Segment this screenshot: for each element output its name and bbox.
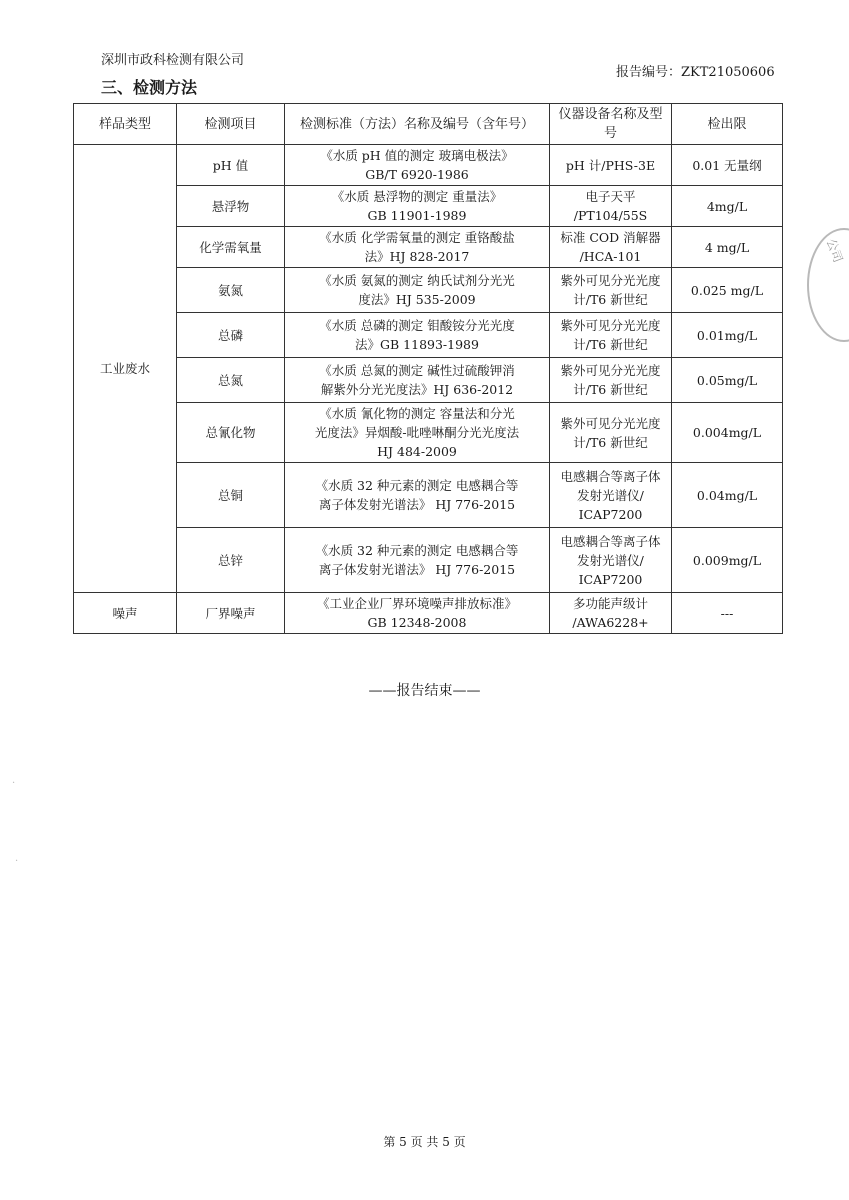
detection-limit-cell: 4mg/L <box>672 186 783 227</box>
table-row <box>74 403 783 463</box>
standard-line: 法》HJ 828-2017 <box>364 249 470 264</box>
standard-line: 离子体发射光谱法》 HJ 776-2015 <box>318 562 516 577</box>
instrument-line: 紫外可见分光光度 <box>560 318 661 333</box>
instrument-cell <box>550 186 672 227</box>
standard-line: 度法》HJ 535-2009 <box>358 292 476 307</box>
standard-line: 《水质 化学需氧量的测定 重铬酸盐 <box>319 230 515 245</box>
standard-line: 《水质 总磷的测定 钼酸铵分光光度 <box>319 318 515 333</box>
instrument-cell <box>550 313 672 358</box>
detection-limit-cell: 0.025 mg/L <box>672 268 783 313</box>
table-row <box>74 145 783 186</box>
instrument-line: 计/T6 新世纪 <box>573 337 648 352</box>
scan-speck: · <box>15 856 19 867</box>
table-row <box>74 268 783 313</box>
test-item-cell: 总磷 <box>177 313 285 358</box>
detection-limit-cell: 0.009mg/L <box>672 528 783 593</box>
instrument-cell <box>550 593 672 634</box>
standard-line: 《水质 氨氮的测定 纳氏试剂分光光 <box>319 273 515 288</box>
instrument-cell <box>550 358 672 403</box>
standard-line: 光度法》异烟酸-吡唑啉酮分光光度法 <box>314 425 520 440</box>
test-item-cell: 厂界噪声 <box>177 593 285 634</box>
test-item-cell: 氨氮 <box>177 268 285 313</box>
table-row <box>74 528 783 593</box>
instrument-line: 标准 COD 消解器 <box>560 230 661 245</box>
detection-limit-cell: --- <box>672 593 783 634</box>
instrument-cell <box>550 463 672 528</box>
standard-cell <box>285 463 550 528</box>
standard-cell <box>285 403 550 463</box>
header-sample-type: 样品类型 <box>74 104 177 145</box>
header-test-item: 检测项目 <box>177 104 285 145</box>
instrument-line: 电感耦合等离子体 <box>560 468 661 484</box>
report-number <box>616 61 775 80</box>
detection-limit-cell: 0.04mg/L <box>672 463 783 528</box>
standard-line: 《水质 悬浮物的测定 重量法》 <box>331 189 503 204</box>
sample-type-cell: 噪声 <box>74 593 177 634</box>
instrument-cell <box>550 227 672 268</box>
standard-cell <box>285 268 550 313</box>
table-row <box>74 463 783 528</box>
standard-cell <box>285 313 550 358</box>
standard-cell <box>285 227 550 268</box>
methods-table <box>73 103 783 634</box>
company-seal-stamp: 公司 <box>807 228 849 342</box>
instrument-line: 计/T6 新世纪 <box>573 434 648 450</box>
standard-line: 《工业企业厂界环境噪声排放标准》 <box>316 596 517 611</box>
standard-cell <box>285 358 550 403</box>
standard-line: 离子体发射光谱法》 HJ 776-2015 <box>318 497 516 512</box>
standard-cell <box>285 186 550 227</box>
instrument-line: 电感耦合等离子体 <box>560 533 661 549</box>
standard-line: GB 12348-2008 <box>367 615 467 630</box>
standard-line: 《水质 32 种元素的测定 电感耦合等 <box>315 543 519 558</box>
header-detection-limit: 检出限 <box>672 104 783 145</box>
detection-limit-cell: 0.01mg/L <box>672 313 783 358</box>
standard-line: HJ 484-2009 <box>377 444 457 459</box>
end-of-report-note: ——报告结束—— <box>368 683 481 699</box>
report-number-label: 报告编号： <box>616 65 682 80</box>
test-item-cell: 总铜 <box>177 463 285 528</box>
instrument-line: 发射光谱仪/ <box>577 552 644 568</box>
detection-limit-cell: 0.05mg/L <box>672 358 783 403</box>
detection-limit-cell: 0.004mg/L <box>672 403 783 463</box>
instrument-line: pH 计/PHS-3E <box>565 157 656 173</box>
header-standard: 检测标准（方法）名称及编号（含年号） <box>285 104 550 145</box>
instrument-line: 发射光谱仪/ <box>577 487 644 503</box>
standard-line: 《水质 32 种元素的测定 电感耦合等 <box>315 478 519 493</box>
instrument-line: 紫外可见分光光度 <box>560 363 661 378</box>
table-row <box>74 313 783 358</box>
test-item-cell: pH 值 <box>177 145 285 186</box>
instrument-line: 紫外可见分光光度 <box>560 273 661 288</box>
instrument-line: 电子天平 <box>585 189 636 204</box>
instrument-cell <box>550 268 672 313</box>
standard-cell <box>285 593 550 634</box>
table-row <box>74 593 783 634</box>
instrument-line: ICAP7200 <box>578 571 643 587</box>
instrument-cell <box>550 403 672 463</box>
table-header-row <box>74 104 783 145</box>
standard-cell <box>285 528 550 593</box>
instrument-cell <box>550 528 672 593</box>
standard-line: 《水质 pH 值的测定 玻璃电极法》 <box>320 148 514 163</box>
standard-line: 法》GB 11893-1989 <box>355 337 479 352</box>
instrument-line: /HCA-101 <box>579 249 642 264</box>
report-number-value: ZKT21050606 <box>681 65 775 80</box>
standard-line: 《水质 总氮的测定 碱性过硫酸钾消 <box>319 363 515 378</box>
test-item-cell: 化学需氧量 <box>177 227 285 268</box>
instrument-line: 计/T6 新世纪 <box>573 292 648 307</box>
instrument-line: 多功能声级计 <box>572 596 648 611</box>
table-body <box>74 145 783 634</box>
instrument-line: 紫外可见分光光度 <box>560 415 661 431</box>
standard-line: 解紫外分光光度法》HJ 636-2012 <box>320 382 514 397</box>
test-item-cell: 总氰化物 <box>177 403 285 463</box>
company-name: 深圳市政科检测有限公司 <box>101 53 245 68</box>
test-item-cell: 总锌 <box>177 528 285 593</box>
page-number: 第 5 页 共 5 页 <box>383 1135 466 1149</box>
table-row <box>74 186 783 227</box>
instrument-line: 计/T6 新世纪 <box>573 382 648 397</box>
detection-limit-cell: 0.01 无量纲 <box>672 145 783 186</box>
scan-speck: · <box>12 778 16 789</box>
sample-type-cell: 工业废水 <box>74 145 177 593</box>
test-item-cell: 总氮 <box>177 358 285 403</box>
detection-limit-cell: 4 mg/L <box>672 227 783 268</box>
standard-line: GB 11901-1989 <box>367 208 467 223</box>
table-row <box>74 358 783 403</box>
section-title: 三、检测方法 <box>101 78 198 97</box>
header-instrument: 仪器设备名称及型号 <box>550 104 672 145</box>
instrument-line: /PT104/55S <box>573 208 648 223</box>
standard-line: GB/T 6920-1986 <box>365 167 469 182</box>
instrument-line: ICAP7200 <box>578 506 643 522</box>
table-row <box>74 227 783 268</box>
instrument-cell <box>550 145 672 186</box>
standard-cell <box>285 145 550 186</box>
test-item-cell: 悬浮物 <box>177 186 285 227</box>
standard-line: 《水质 氰化物的测定 容量法和分光 <box>319 406 515 421</box>
instrument-line: /AWA6228+ <box>572 615 649 630</box>
